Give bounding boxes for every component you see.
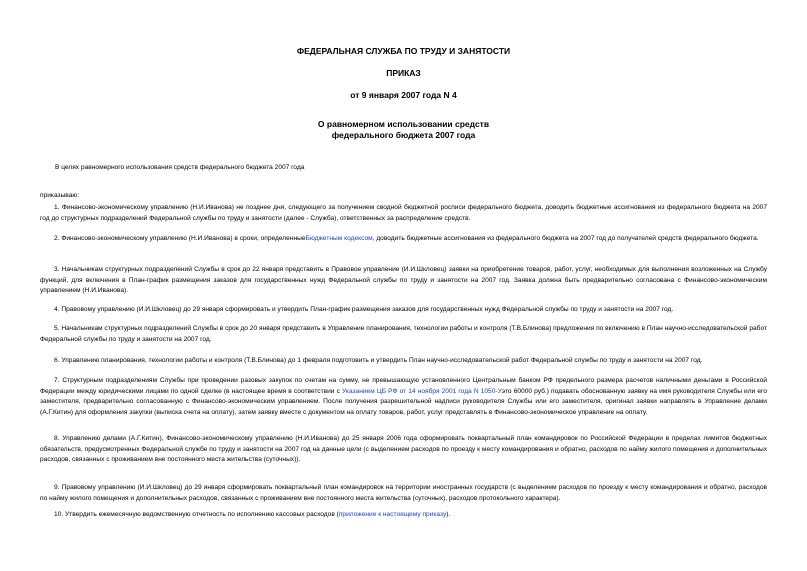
item-5: [40, 324, 767, 345]
item-3: [40, 265, 767, 297]
preamble-text: В целях равномерного использования средств федерального бюджета 2007 года: [55, 164, 305, 171]
title-line-2: федерального бюджета 2007 года: [331, 130, 476, 140]
item-9-text: 9. Правовому управлению (И.И.Шкловец) до 29 января сформировать поквартальный план командировок на территории иностранных государств (с выделением расходов по проезду к месту командирования и обратно, расходов по найму жилого помещения и дополнительных расходов, связанных с проживанием вне постоянного места жительства (суточных), расходов протокольного характера).: [40, 484, 767, 502]
doc-type-heading: ПРИКАЗ: [386, 68, 421, 78]
title-line-1: О равномерном использовании средств: [317, 119, 490, 129]
item-1-text: 1. Финансово-экономическому управлению (Н.И.Иванова) не позднее дня, следующего за получением сводной бюджетной росписи федерального бюджета, доводить бюджетные ассигнования из федерального бюджета на 2007 год до структурных подразделений Федеральной службы по труду и занятости (далее - Служба), ответственных за распределение средств.: [40, 204, 767, 222]
item-4: [40, 305, 767, 316]
item-7-text-a: 7. Структурным подразделениям Службы при проведении разовых закупок по счетам на сумму, не превышающую установленного Центральным банком РФ предельного размера расчетов наличными деньгами в Российской Федерации между юридическими лицами по одной сделке (в настоящее время в соответствии с: [40, 377, 767, 395]
budget-code-link[interactable]: Бюджетным кодексом: [305, 235, 373, 242]
date-number-heading: от 9 января 2007 года N 4: [350, 90, 457, 100]
item-7: [40, 376, 767, 418]
item-2-text-a: 2. Финансово-экономическому управлению (Н.И.Иванова) в сроки, определенные: [54, 235, 306, 242]
item-10: [40, 510, 767, 521]
item-9: [40, 483, 767, 504]
item-6: [40, 356, 767, 367]
item-8: [40, 434, 767, 466]
org-heading: ФЕДЕРАЛЬНАЯ СЛУЖБА ПО ТРУДУ И ЗАНЯТОСТИ: [296, 46, 511, 56]
item-10-text-b: ).: [446, 511, 451, 518]
item-2-text-b: , доводить бюджетные ассигнования из федерального бюджета на 2007 год до получателей средств федерального бюджета.: [372, 235, 759, 242]
item-6-text: 6. Управлению планирования, технологии работы и контроля (Т.В.Блинова) до 1 февраля подготовить и утвердить План научно-исследовательской работ Федеральной службы по труду и занятости на 2007 год.: [54, 357, 703, 364]
item-2: [40, 234, 767, 245]
cbr-instruction-link[interactable]: Указанием ЦБ РФ от 14 ноября 2001 года N 1050-У: [342, 387, 502, 395]
order-word: приказываю:: [40, 192, 80, 199]
item-3-text: 3. Начальникам структурных подразделений Службы в срок до 22 января представить в Правовое управление (И.И.Шкловец) заявки на приобретение товаров, работ, услуг, необходимых для выполнения возложенных на Службу функций, для включения в План-график размещения заказов для государственных нужд Федеральной службы по труду и занятости на 2007 год. Заявка должна быть предварительно согласована с Финансово-экономическим управлением (Н.И.Иванова).: [40, 266, 767, 295]
appendix-link[interactable]: приложение к настоящему приказу: [338, 511, 447, 518]
item-5-text: 5. Начальникам структурных подразделений Службы в срок до 20 января представить в Управление планирования, технологии работы и контроля (Т.В.Блинова) предложения по включению в План научно-исследовательской работ Федеральной службы по труду и занятости на 2007 год.: [40, 325, 767, 343]
item-8-text: 8. Управлению делами (А.Г.Китин), Финансово-экономическому управлению (Н.И.Иванова) до 25 января 2006 года сформировать поквартальный план командировок по Российской Федерации в пределах лимитов бюджетных обязательств, предусмотренных Федеральной службе по труду и занятости на 2007 год на данные цели (с выделением расходов по проезду к месту командирования и обратно, расходов по найму жилого помещения и дополнительных расходов, связанных с проживанием вне постоянного места жительства (суточных)).: [40, 435, 767, 464]
item-10-text-a: 10. Утвердить ежемесячную ведомственную отчетность по исполнению кассовых расходов (: [54, 511, 339, 518]
item-7-text-b: это 60000 руб.) подавать обоснованную заявку на имя руководителя Службы или его заместителя, предварительно согласованную с Финансово-экономическим управлением. После получения разрешительной надписи руководителя Службы или его заместителя, оригинал заявки направлять в Управление делами (А.Г.Китин) для оформления закупки (выписка счета на оплату), затем заявку вместе с документом на оплату товаров, работ, услуг представлять в Финансово-экономическое управление на оплату.: [40, 387, 767, 416]
item-1: [40, 203, 767, 224]
item-4-text: 4. Правовому управлению (И.И.Шкловец) до 29 января сформировать и утвердить План-график размещения заказов для государственных нужд Федеральной службы по труду и занятости на 2007 год.: [54, 306, 674, 313]
